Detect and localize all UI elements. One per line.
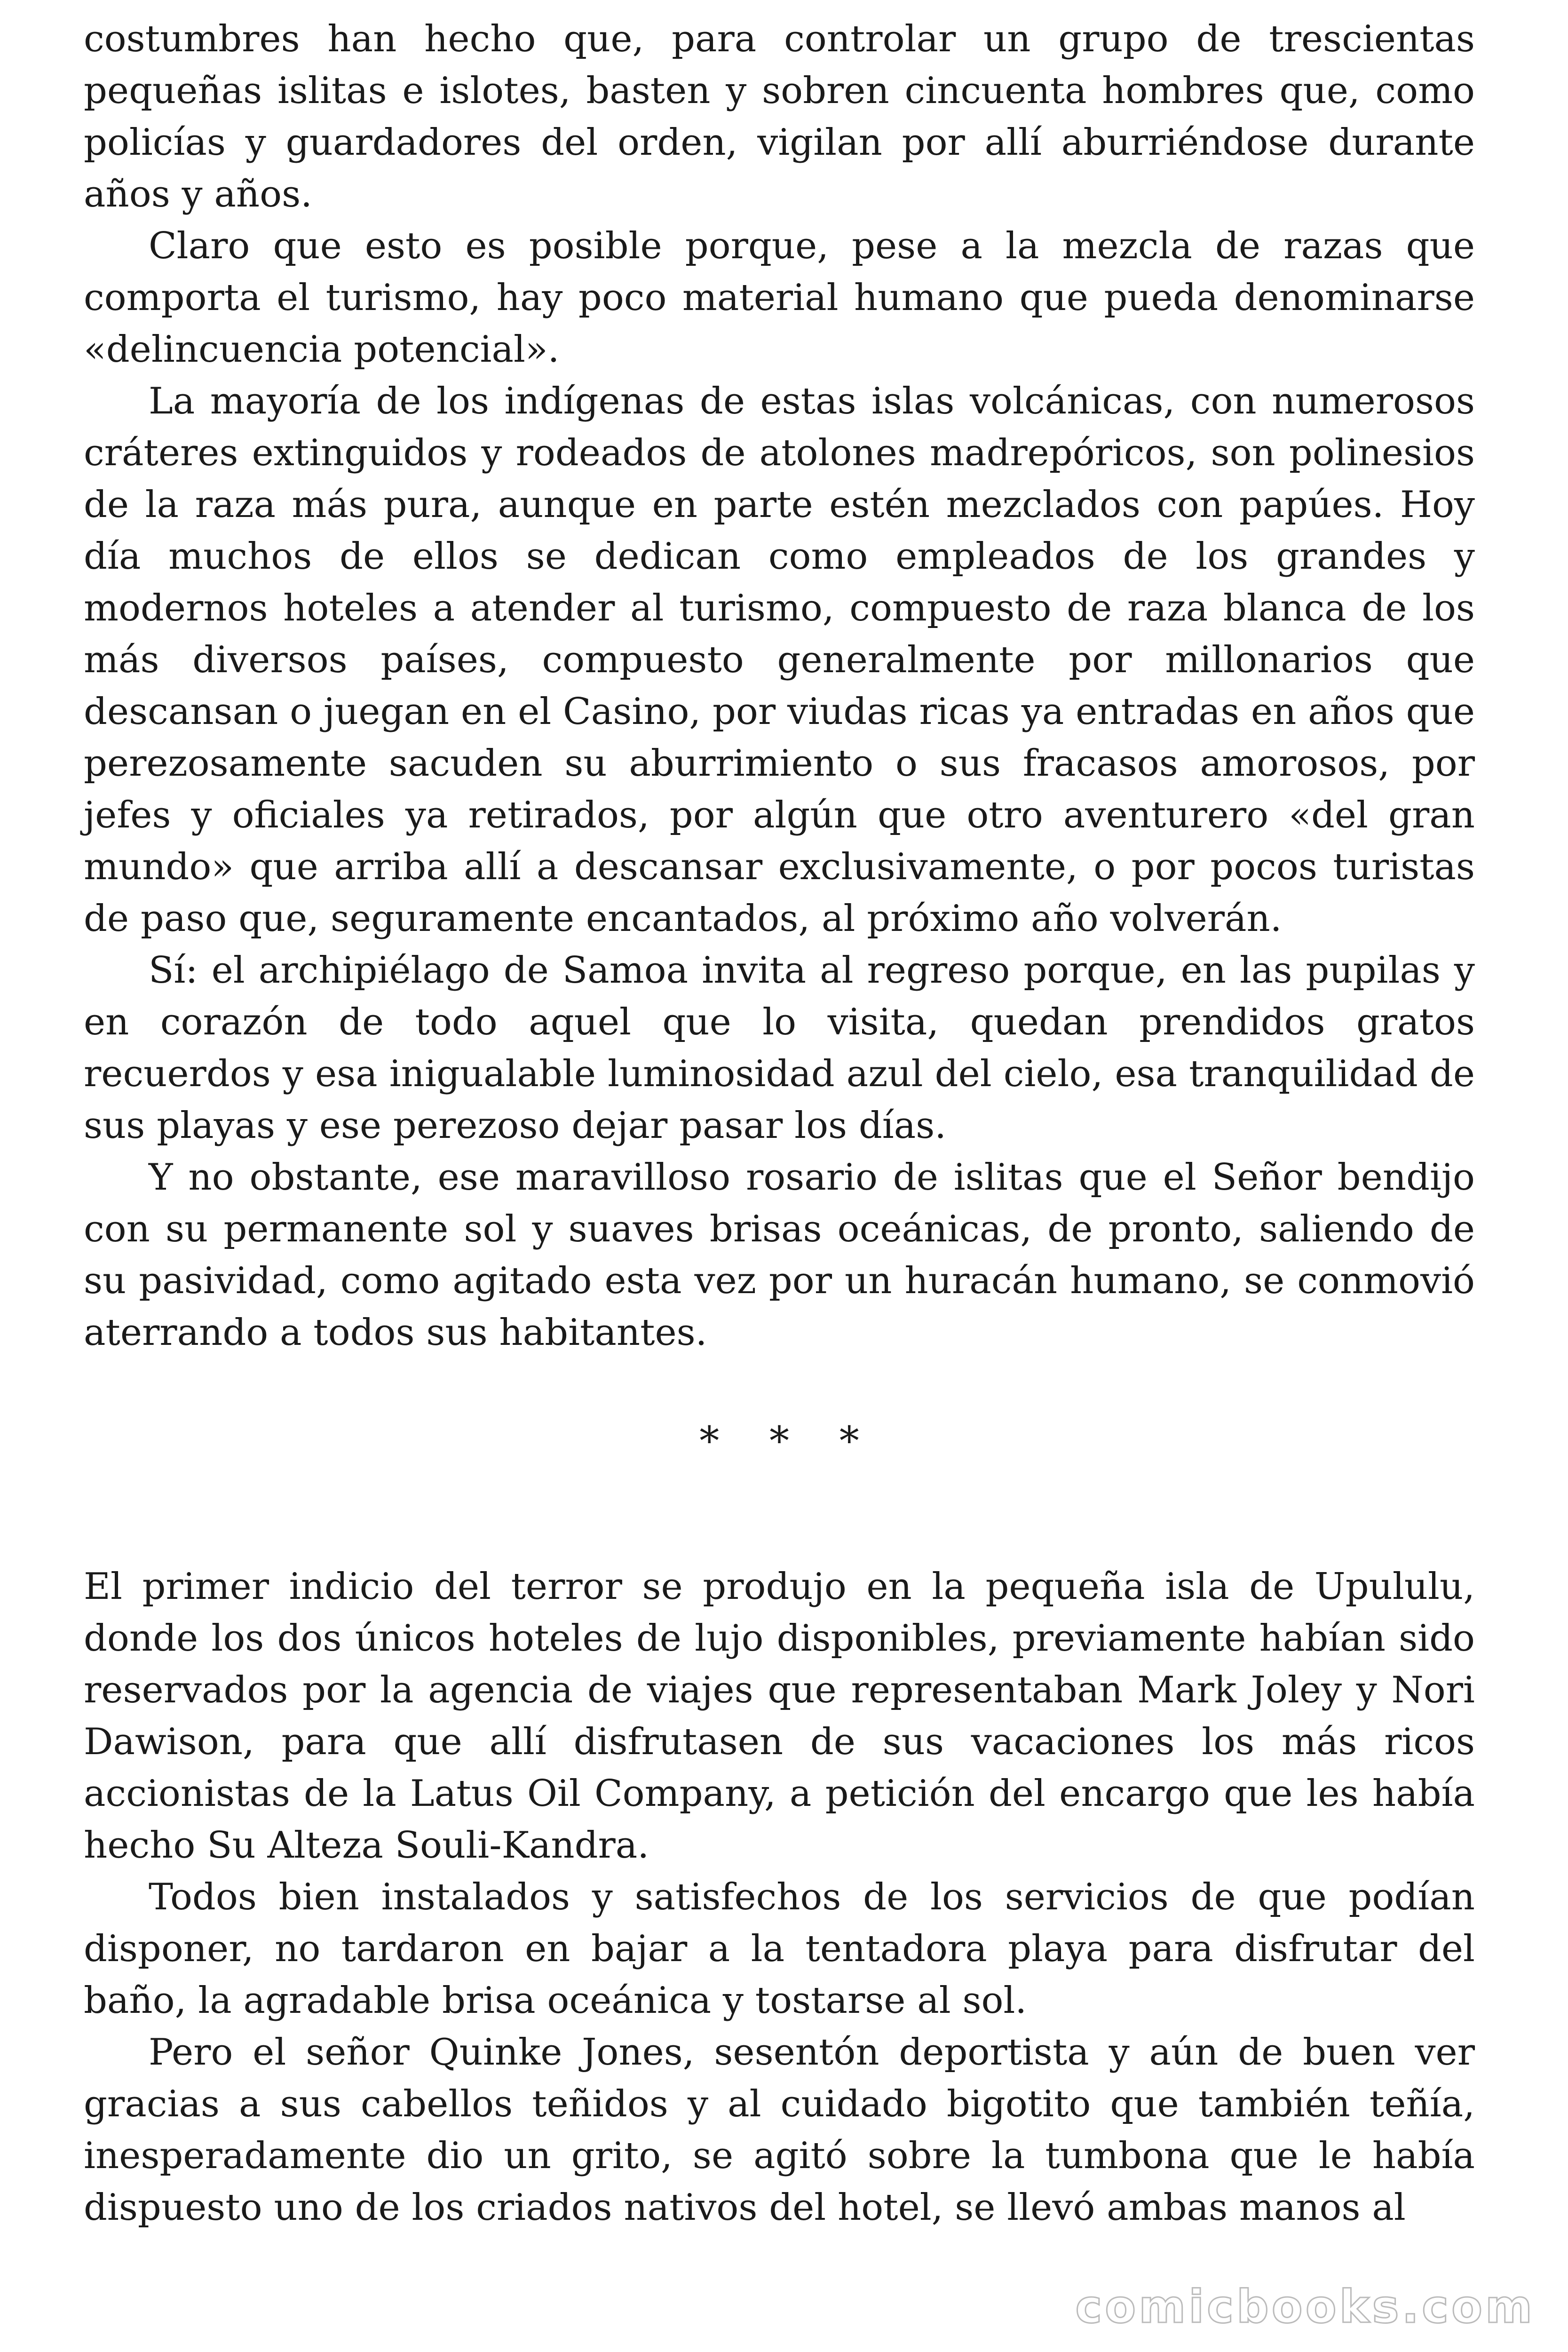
asterism: * * *	[699, 1418, 878, 1464]
paragraph: Y no obstante, ese maravilloso rosario de islitas que el Señor bendijo con su permanente sol y suaves brisas oceánicas, de pronto, saliendo de su pasividad, como agitado esta vez por un huracán humano, se conmovió aterrando a todos sus habitantes.	[84, 1156, 1475, 1354]
paragraph-continued: costumbres han hecho que, para controlar un grupo de trescientas pequeñas islitas e islotes, basten y sobren cincuenta hombres que, como policías y guardadores del orden, vigilan por allí aburriéndose durante años y años.	[84, 18, 1475, 215]
paragraph: Pero el señor Quinke Jones, sesentón deportista y aún de buen ver gracias a sus cabellos teñidos y al cuidado bigotito que también teñía, inesperadamente dio un grito, se agitó sobre la tumbona que le había dispuesto uno de los criados nativos del hotel, se llevó ambas manos al	[84, 2031, 1475, 2229]
section-separator	[84, 1359, 1475, 1561]
watermark-logo: comicbooks.com	[1075, 2280, 1535, 2333]
paragraph: La mayoría de los indígenas de estas islas volcánicas, con numerosos cráteres extinguidos y rodeados de atolones madrepóricos, son polinesios de la raza más pura, aunque en parte estén mezclados con papúes. Hoy día muchos de ellos se dedican como empleados de los grandes y modernos hoteles a atender al turismo, compuesto de raza blanca de los más diversos países, compuesto generalmente por millonarios que descansan o juegan en el Casino, por viudas ricas ya entradas en años que perezosamente sacuden su aburrimiento o sus fracasos amorosos, por jefes y oficiales ya retirados, por algún que otro aventurero «del gran mundo» que arriba allí a descansar exclusivamente, o por pocos turistas de paso que, seguramente encantados, al próximo año volverán.	[84, 380, 1475, 940]
paragraph: Sí: el archipiélago de Samoa invita al regreso porque, en las pupilas y en corazón de todo aquel que lo visita, quedan prendidos gratos recuerdos y esa inigualable luminosidad azul del cielo, esa tranquilidad de sus playas y ese perezoso dejar pasar los días.	[84, 949, 1475, 1147]
paragraph: Todos bien instalados y satisfechos de los servicios de que podían disponer, no tardaron en bajar a la tentadora playa para disfrutar del baño, la agradable brisa oceánica y tostarse al sol.	[84, 1876, 1475, 2022]
paragraph: Claro que esto es posible porque, pese a la mezcla de razas que comporta el turismo, hay poco material humano que pueda denominarse «delincuencia potencial».	[84, 225, 1475, 371]
paragraph-section-start: El primer indicio del terror se produjo en la pequeña isla de Upululu, donde los dos únicos hoteles de lujo disponibles, previamente habían sido reservados por la agencia de viajes que representaban Mark Joley y Nori Dawison, para que allí disfrutasen de sus vacaciones los más ricos accionistas de la Latus Oil Company, a petición del encargo que les había hecho Su Alteza Souli-Kandra.	[84, 1565, 1475, 1867]
book-page	[84, 13, 1475, 2233]
